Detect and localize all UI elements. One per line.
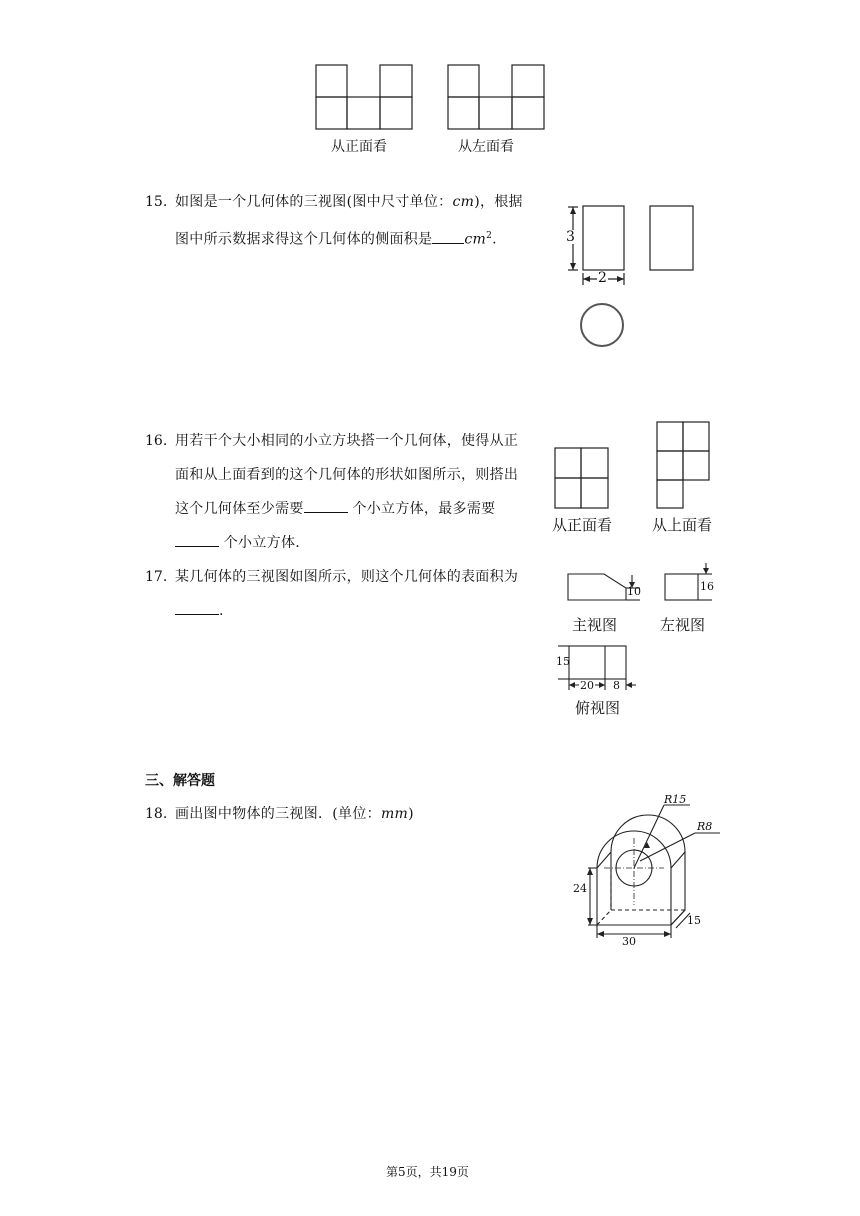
q16-line3a: 这个几何体至少需要 — [175, 501, 304, 517]
q16-line3b: 个小立方体，最多需要 — [347, 501, 496, 517]
q15-number: 15. — [145, 194, 168, 210]
q16-top-label: 从上面看 — [652, 516, 713, 534]
q15-line1: 如图是一个几何体的三视图(图中尺寸单位： — [175, 194, 453, 210]
q17-top-label: 俯视图 — [575, 699, 621, 717]
top-front-label: 从正面看 — [331, 139, 387, 155]
q17-dim-20: 20 — [580, 679, 594, 692]
q17-line1: 某几何体的三视图如图所示，则这个几何体的表面积为 — [175, 569, 519, 585]
top-left-label: 从左面看 — [458, 139, 514, 155]
q18-dim-24: 24 — [573, 882, 587, 895]
q18-dim-30: 30 — [622, 935, 636, 948]
q17-number: 17. — [145, 569, 168, 585]
q18-r8-label: R8 — [697, 820, 713, 833]
q15-line1-end: )，根据 — [474, 194, 523, 210]
q16-front-label: 从正面看 — [552, 516, 613, 534]
q17-left-label: 左视图 — [660, 616, 706, 634]
q18-unit: mm — [380, 806, 409, 822]
q15-sup: 2 — [486, 231, 493, 241]
q18-dim-15: 15 — [687, 914, 701, 927]
q17-main-label: 主视图 — [572, 616, 618, 634]
q18-number: 18. — [145, 806, 168, 822]
q16-line2: 面和从上面看到的这个几何体的形状如图所示，则搭出 — [175, 467, 519, 483]
q15-unit2: cm — [464, 231, 487, 248]
q15-dim-height: 3 — [566, 229, 575, 245]
q15-period: . — [492, 231, 497, 248]
q15-line2: 图中所示数据求得这个几何体的侧面积是 — [175, 231, 433, 248]
q18-r15-label: R15 — [664, 793, 687, 806]
q15-dim-width: 2 — [598, 270, 607, 286]
q17-dim-15: 15 — [556, 655, 570, 668]
q16-number: 16. — [145, 433, 168, 449]
q18-text-end: ) — [408, 806, 414, 822]
q17-dim-16: 16 — [700, 580, 714, 593]
q16-line4: 个小立方体. — [219, 535, 300, 551]
q17-dim-10: 10 — [627, 585, 641, 598]
q18-text-main: 画出图中物体的三视图．(单位： — [175, 806, 381, 822]
page-footer: 第5页，共19页 — [386, 1165, 469, 1179]
q17-dim-8: 8 — [613, 679, 620, 692]
q17-line2: . — [219, 603, 224, 619]
section-title: 三、解答题 — [145, 773, 215, 789]
q16-line1: 用若干个大小相同的小立方块搭一个几何体，使得从正 — [175, 433, 519, 449]
q15-unit1: cm — [452, 194, 475, 210]
